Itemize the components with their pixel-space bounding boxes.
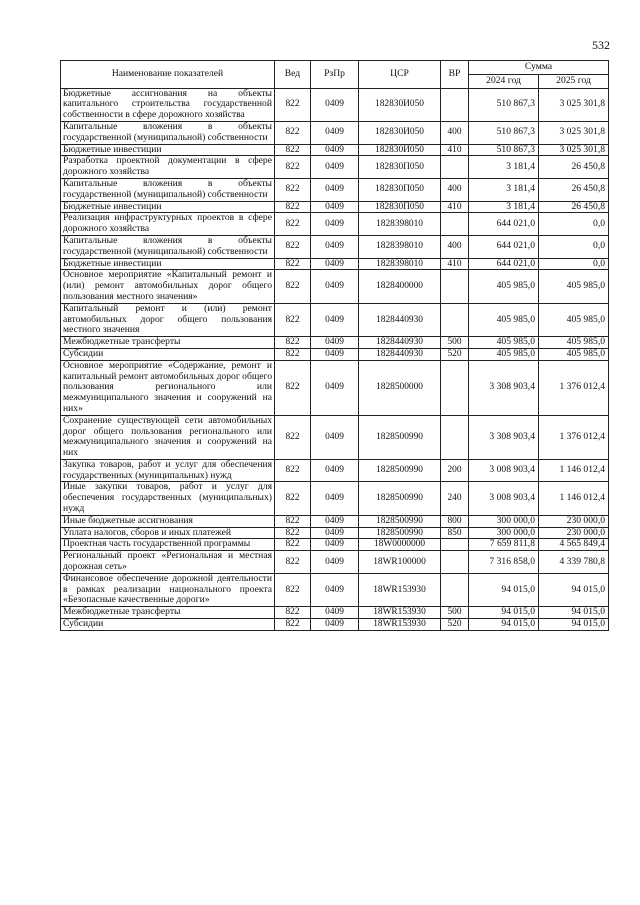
table-row bbox=[61, 459, 609, 482]
row-vr-cell: 850 bbox=[441, 527, 469, 539]
row-2025-cell: 1 376 012,4 bbox=[539, 415, 609, 459]
row-name-cell: Субсидии bbox=[61, 619, 275, 631]
row-csr-cell: 18WR153930 bbox=[359, 573, 441, 606]
row-rzpr-cell: 0409 bbox=[311, 144, 359, 156]
row-ved-cell: 822 bbox=[275, 573, 311, 606]
row-2025-cell: 3 025 301,8 bbox=[539, 144, 609, 156]
row-vr-cell bbox=[441, 303, 469, 336]
row-2025-cell: 405 985,0 bbox=[539, 270, 609, 303]
row-name-cell: Межбюджетные трансферты bbox=[61, 607, 275, 619]
row-2024-cell: 405 985,0 bbox=[469, 303, 539, 336]
row-2024-cell: 644 021,0 bbox=[469, 258, 539, 270]
row-rzpr-cell: 0409 bbox=[311, 527, 359, 539]
row-vr-cell bbox=[441, 156, 469, 179]
header-vr: ВР bbox=[441, 61, 469, 89]
row-vr-cell bbox=[441, 360, 469, 415]
row-ved-cell: 822 bbox=[275, 213, 311, 236]
row-rzpr-cell: 0409 bbox=[311, 573, 359, 606]
row-vr-cell: 400 bbox=[441, 178, 469, 201]
row-ved-cell: 822 bbox=[275, 539, 311, 551]
row-ved-cell: 822 bbox=[275, 178, 311, 201]
row-name-cell: Уплата налогов, сборов и иных платежей bbox=[61, 527, 275, 539]
row-csr-cell: 1828440930 bbox=[359, 348, 441, 360]
header-sum: Сумма bbox=[469, 61, 609, 75]
row-name-cell: Капитальные вложения в объекты государственной (муниципальной) собственности bbox=[61, 178, 275, 201]
row-2025-cell: 0,0 bbox=[539, 235, 609, 258]
row-vr-cell: 520 bbox=[441, 348, 469, 360]
row-csr-cell: 182830И050 bbox=[359, 88, 441, 121]
row-rzpr-cell: 0409 bbox=[311, 415, 359, 459]
row-vr-cell: 400 bbox=[441, 235, 469, 258]
row-vr-cell bbox=[441, 539, 469, 551]
row-2024-cell: 7 316 858,0 bbox=[469, 551, 539, 574]
row-2025-cell: 26 450,8 bbox=[539, 156, 609, 179]
row-ved-cell: 822 bbox=[275, 527, 311, 539]
row-vr-cell: 500 bbox=[441, 337, 469, 349]
row-ved-cell: 822 bbox=[275, 303, 311, 336]
page-number: 532 bbox=[592, 38, 610, 52]
row-2024-cell: 3 308 903,4 bbox=[469, 415, 539, 459]
row-csr-cell: 1828500000 bbox=[359, 360, 441, 415]
row-name-cell: Иные закупки товаров, работ и услуг для обеспечения государственных (муниципальных) нужд bbox=[61, 482, 275, 515]
header-name: Наименование показателей bbox=[61, 61, 275, 89]
row-rzpr-cell: 0409 bbox=[311, 201, 359, 213]
row-rzpr-cell: 0409 bbox=[311, 156, 359, 179]
row-rzpr-cell: 0409 bbox=[311, 178, 359, 201]
row-rzpr-cell: 0409 bbox=[311, 348, 359, 360]
row-2024-cell: 510 867,3 bbox=[469, 121, 539, 144]
row-ved-cell: 822 bbox=[275, 348, 311, 360]
row-rzpr-cell: 0409 bbox=[311, 515, 359, 527]
row-name-cell: Сохранение существующей сети автомобильных дорог общего пользования регионального или межмуниципального значения и сооружений на них bbox=[61, 415, 275, 459]
row-vr-cell: 410 bbox=[441, 258, 469, 270]
row-2024-cell: 644 021,0 bbox=[469, 235, 539, 258]
row-name-cell: Бюджетные инвестиции bbox=[61, 144, 275, 156]
row-2025-cell: 26 450,8 bbox=[539, 178, 609, 201]
row-ved-cell: 822 bbox=[275, 88, 311, 121]
row-vr-cell: 400 bbox=[441, 121, 469, 144]
row-vr-cell: 500 bbox=[441, 607, 469, 619]
row-csr-cell: 182830И050 bbox=[359, 121, 441, 144]
row-vr-cell: 800 bbox=[441, 515, 469, 527]
row-ved-cell: 822 bbox=[275, 360, 311, 415]
row-ved-cell: 822 bbox=[275, 235, 311, 258]
row-2024-cell: 3 008 903,4 bbox=[469, 482, 539, 515]
table-row bbox=[61, 360, 609, 415]
row-vr-cell bbox=[441, 88, 469, 121]
row-name-cell: Финансовое обеспечение дорожной деятельности в рамках реализации национального проекта «Безопасные качественные дороги» bbox=[61, 573, 275, 606]
row-2024-cell: 405 985,0 bbox=[469, 348, 539, 360]
row-2025-cell: 0,0 bbox=[539, 213, 609, 236]
row-2024-cell: 3 181,4 bbox=[469, 201, 539, 213]
row-csr-cell: 182830П050 bbox=[359, 178, 441, 201]
row-2024-cell: 94 015,0 bbox=[469, 607, 539, 619]
row-csr-cell: 1828500990 bbox=[359, 482, 441, 515]
row-name-cell: Бюджетные инвестиции bbox=[61, 258, 275, 270]
row-2025-cell: 230 000,0 bbox=[539, 527, 609, 539]
row-ved-cell: 822 bbox=[275, 144, 311, 156]
row-csr-cell: 18WR153930 bbox=[359, 619, 441, 631]
row-csr-cell: 1828500990 bbox=[359, 527, 441, 539]
table-row bbox=[61, 515, 609, 527]
row-rzpr-cell: 0409 bbox=[311, 213, 359, 236]
row-2025-cell: 1 146 012,4 bbox=[539, 482, 609, 515]
row-rzpr-cell: 0409 bbox=[311, 88, 359, 121]
row-2024-cell: 3 181,4 bbox=[469, 178, 539, 201]
row-name-cell: Капитальные вложения в объекты государственной (муниципальной) собственности bbox=[61, 121, 275, 144]
row-csr-cell: 1828440930 bbox=[359, 337, 441, 349]
row-vr-cell: 240 bbox=[441, 482, 469, 515]
row-rzpr-cell: 0409 bbox=[311, 121, 359, 144]
row-name-cell: Разработка проектной документации в сфере дорожного хозяйства bbox=[61, 156, 275, 179]
row-rzpr-cell: 0409 bbox=[311, 619, 359, 631]
row-2025-cell: 94 015,0 bbox=[539, 573, 609, 606]
row-ved-cell: 822 bbox=[275, 258, 311, 270]
row-vr-cell bbox=[441, 415, 469, 459]
row-2024-cell: 644 021,0 bbox=[469, 213, 539, 236]
row-name-cell: Бюджетные инвестиции bbox=[61, 201, 275, 213]
row-2024-cell: 300 000,0 bbox=[469, 515, 539, 527]
table-row bbox=[61, 337, 609, 349]
row-vr-cell bbox=[441, 551, 469, 574]
row-rzpr-cell: 0409 bbox=[311, 235, 359, 258]
table-row bbox=[61, 156, 609, 179]
row-2025-cell: 405 985,0 bbox=[539, 337, 609, 349]
row-ved-cell: 822 bbox=[275, 121, 311, 144]
table-row bbox=[61, 121, 609, 144]
row-rzpr-cell: 0409 bbox=[311, 459, 359, 482]
row-rzpr-cell: 0409 bbox=[311, 551, 359, 574]
table-row bbox=[61, 201, 609, 213]
row-2025-cell: 0,0 bbox=[539, 258, 609, 270]
row-2024-cell: 405 985,0 bbox=[469, 337, 539, 349]
row-name-cell: Закупка товаров, работ и услуг для обеспечения государственных (муниципальных) нужд bbox=[61, 459, 275, 482]
row-ved-cell: 822 bbox=[275, 515, 311, 527]
row-name-cell: Основное мероприятие «Содержание, ремонт и капитальный ремонт автомобильных дорог общего пользования регионального или межмуниципального значения и сооружений на них» bbox=[61, 360, 275, 415]
row-rzpr-cell: 0409 bbox=[311, 360, 359, 415]
row-2025-cell: 1 146 012,4 bbox=[539, 459, 609, 482]
table-row bbox=[61, 270, 609, 303]
row-csr-cell: 1828500990 bbox=[359, 459, 441, 482]
header-ved: Вед bbox=[275, 61, 311, 89]
table-row bbox=[61, 144, 609, 156]
row-csr-cell: 1828440930 bbox=[359, 303, 441, 336]
row-vr-cell bbox=[441, 270, 469, 303]
row-2024-cell: 94 015,0 bbox=[469, 619, 539, 631]
header-year-2025: 2025 год bbox=[539, 74, 609, 88]
table-header bbox=[61, 61, 609, 89]
row-csr-cell: 1828398010 bbox=[359, 258, 441, 270]
row-csr-cell: 182830И050 bbox=[359, 144, 441, 156]
row-csr-cell: 1828500990 bbox=[359, 515, 441, 527]
table-row bbox=[61, 619, 609, 631]
row-csr-cell: 1828500990 bbox=[359, 415, 441, 459]
row-csr-cell: 18W0000000 bbox=[359, 539, 441, 551]
row-rzpr-cell: 0409 bbox=[311, 607, 359, 619]
row-2025-cell: 4 565 849,4 bbox=[539, 539, 609, 551]
row-2025-cell: 4 339 780,8 bbox=[539, 551, 609, 574]
header-row bbox=[61, 61, 609, 75]
table-row bbox=[61, 178, 609, 201]
row-ved-cell: 822 bbox=[275, 337, 311, 349]
row-2024-cell: 7 659 811,8 bbox=[469, 539, 539, 551]
row-rzpr-cell: 0409 bbox=[311, 539, 359, 551]
row-name-cell: Бюджетные ассигнования на объекты капитального строительства государственной собственности в сфере дорожного хозяйства bbox=[61, 88, 275, 121]
row-name-cell: Региональный проект «Региональная и местная дорожная сеть» bbox=[61, 551, 275, 574]
row-ved-cell: 822 bbox=[275, 415, 311, 459]
budget-table bbox=[60, 60, 609, 631]
row-csr-cell: 182830П050 bbox=[359, 156, 441, 179]
row-ved-cell: 822 bbox=[275, 201, 311, 213]
row-csr-cell: 18WR153930 bbox=[359, 607, 441, 619]
table-row bbox=[61, 607, 609, 619]
table-row bbox=[61, 415, 609, 459]
row-name-cell: Реализация инфраструктурных проектов в сфере дорожного хозяйства bbox=[61, 213, 275, 236]
row-2024-cell: 3 008 903,4 bbox=[469, 459, 539, 482]
row-vr-cell bbox=[441, 573, 469, 606]
row-2025-cell: 94 015,0 bbox=[539, 607, 609, 619]
row-name-cell: Проектная часть государственной программы bbox=[61, 539, 275, 551]
row-name-cell: Субсидии bbox=[61, 348, 275, 360]
row-ved-cell: 822 bbox=[275, 482, 311, 515]
row-2024-cell: 510 867,3 bbox=[469, 88, 539, 121]
row-csr-cell: 1828400000 bbox=[359, 270, 441, 303]
row-csr-cell: 1828398010 bbox=[359, 213, 441, 236]
table-row bbox=[61, 482, 609, 515]
row-csr-cell: 182830П050 bbox=[359, 201, 441, 213]
row-2024-cell: 510 867,3 bbox=[469, 144, 539, 156]
table-row bbox=[61, 527, 609, 539]
row-csr-cell: 18WR100000 bbox=[359, 551, 441, 574]
row-name-cell: Иные бюджетные ассигнования bbox=[61, 515, 275, 527]
row-rzpr-cell: 0409 bbox=[311, 258, 359, 270]
row-2025-cell: 26 450,8 bbox=[539, 201, 609, 213]
row-rzpr-cell: 0409 bbox=[311, 303, 359, 336]
row-vr-cell: 410 bbox=[441, 144, 469, 156]
row-rzpr-cell: 0409 bbox=[311, 270, 359, 303]
row-2025-cell: 3 025 301,8 bbox=[539, 88, 609, 121]
row-ved-cell: 822 bbox=[275, 270, 311, 303]
row-name-cell: Основное мероприятие «Капитальный ремонт и (или) ремонт автомобильных дорог общего пользования местного значения» bbox=[61, 270, 275, 303]
table-row bbox=[61, 348, 609, 360]
row-2025-cell: 405 985,0 bbox=[539, 303, 609, 336]
row-vr-cell: 200 bbox=[441, 459, 469, 482]
table-row bbox=[61, 88, 609, 121]
table-body bbox=[61, 88, 609, 630]
row-vr-cell bbox=[441, 213, 469, 236]
row-2025-cell: 405 985,0 bbox=[539, 348, 609, 360]
table-row bbox=[61, 573, 609, 606]
row-name-cell: Капитальный ремонт и (или) ремонт автомобильных дорог общего пользования местного значения bbox=[61, 303, 275, 336]
row-rzpr-cell: 0409 bbox=[311, 337, 359, 349]
row-2025-cell: 94 015,0 bbox=[539, 619, 609, 631]
row-2024-cell: 300 000,0 bbox=[469, 527, 539, 539]
row-ved-cell: 822 bbox=[275, 607, 311, 619]
row-name-cell: Межбюджетные трансферты bbox=[61, 337, 275, 349]
row-2025-cell: 230 000,0 bbox=[539, 515, 609, 527]
row-2025-cell: 3 025 301,8 bbox=[539, 121, 609, 144]
table-row bbox=[61, 551, 609, 574]
row-ved-cell: 822 bbox=[275, 459, 311, 482]
row-name-cell: Капитальные вложения в объекты государственной (муниципальной) собственности bbox=[61, 235, 275, 258]
row-csr-cell: 1828398010 bbox=[359, 235, 441, 258]
row-2025-cell: 1 376 012,4 bbox=[539, 360, 609, 415]
row-2024-cell: 3 181,4 bbox=[469, 156, 539, 179]
table-row bbox=[61, 213, 609, 236]
row-ved-cell: 822 bbox=[275, 551, 311, 574]
header-csr: ЦСР bbox=[359, 61, 441, 89]
row-vr-cell: 520 bbox=[441, 619, 469, 631]
table-row bbox=[61, 303, 609, 336]
table-row bbox=[61, 539, 609, 551]
table-row bbox=[61, 235, 609, 258]
row-vr-cell: 410 bbox=[441, 201, 469, 213]
header-year-2024: 2024 год bbox=[469, 74, 539, 88]
row-rzpr-cell: 0409 bbox=[311, 482, 359, 515]
header-rzpr: РзПр bbox=[311, 61, 359, 89]
row-2024-cell: 3 308 903,4 bbox=[469, 360, 539, 415]
row-2024-cell: 405 985,0 bbox=[469, 270, 539, 303]
row-2024-cell: 94 015,0 bbox=[469, 573, 539, 606]
row-ved-cell: 822 bbox=[275, 156, 311, 179]
row-ved-cell: 822 bbox=[275, 619, 311, 631]
table-row bbox=[61, 258, 609, 270]
